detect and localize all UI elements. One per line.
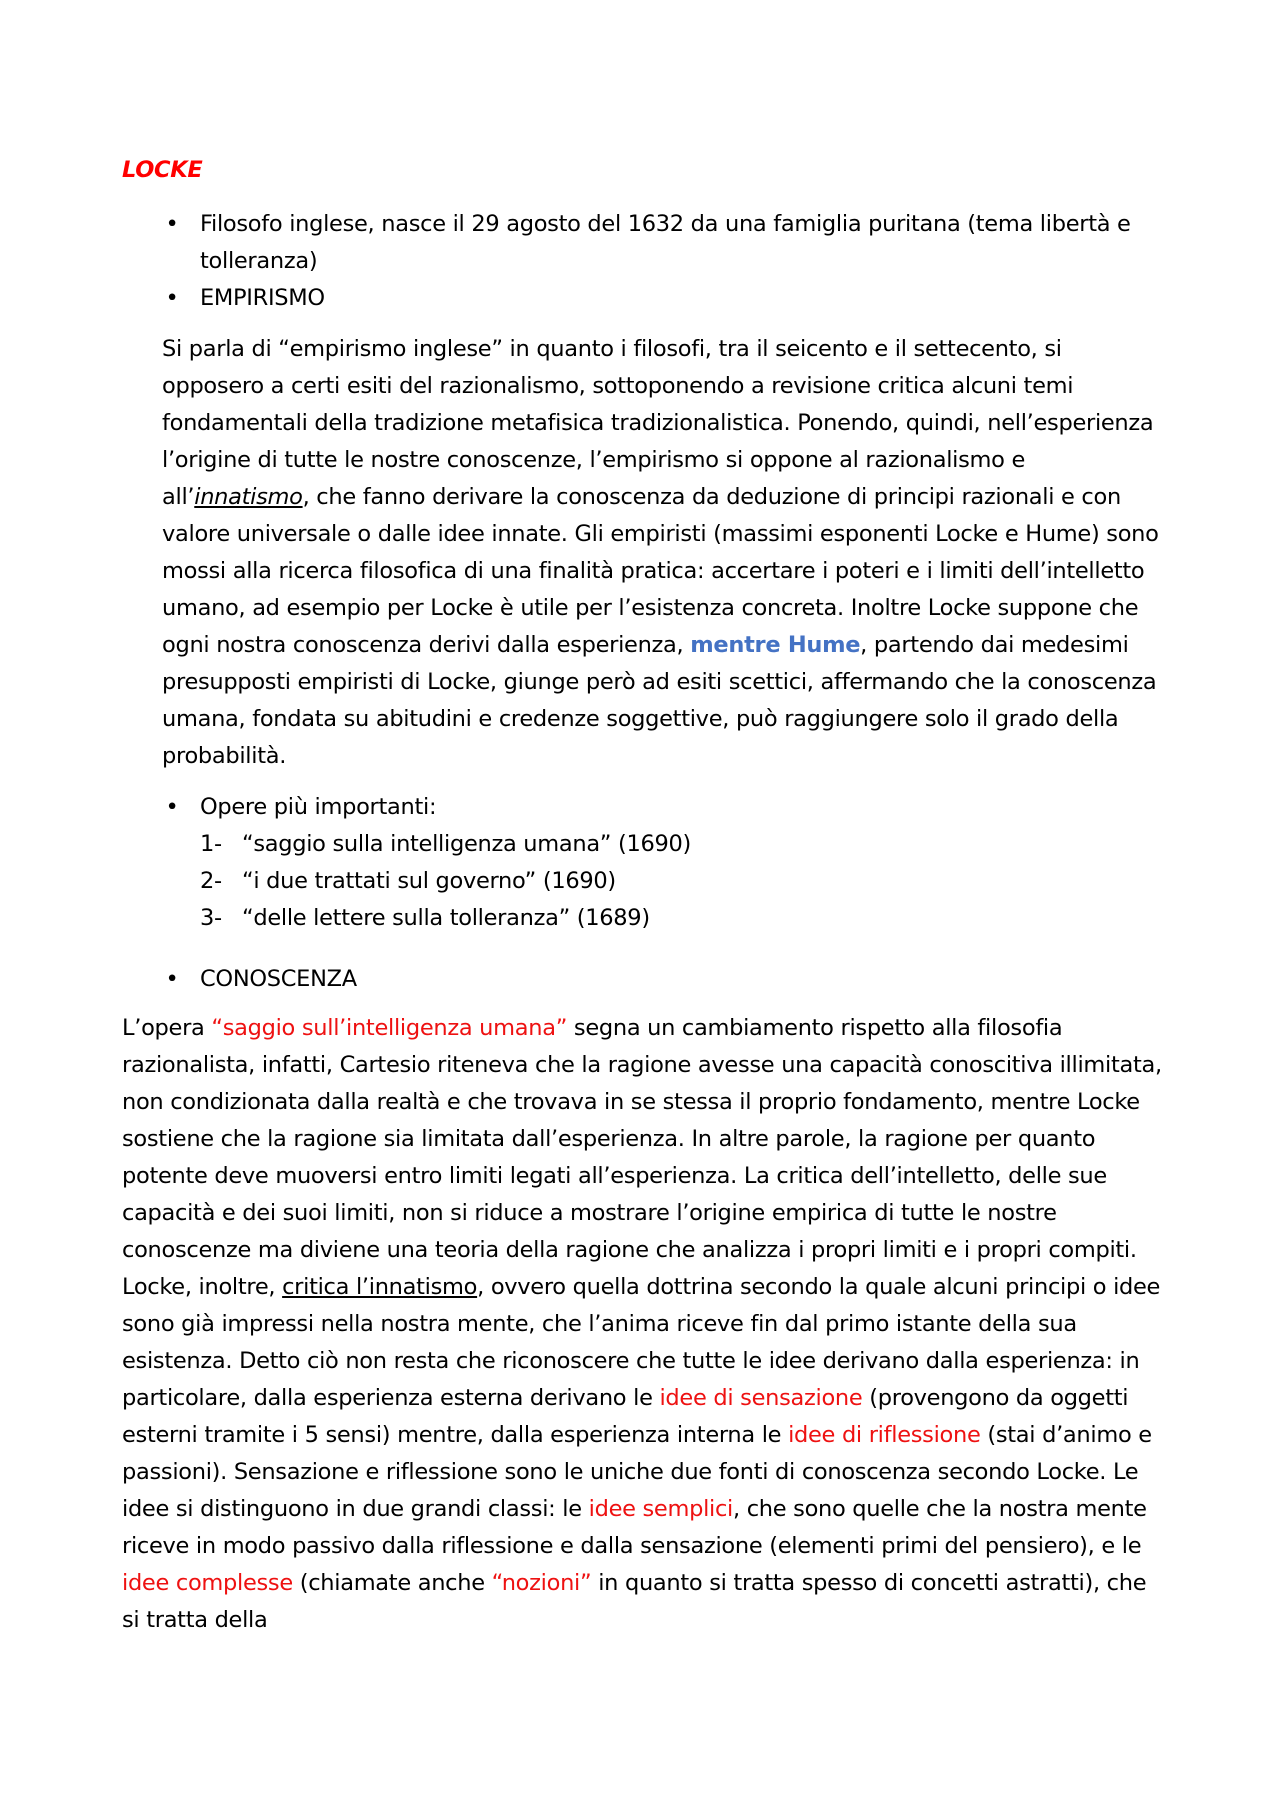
bullet-icon: • <box>165 794 179 820</box>
opere-numbered-list <box>122 826 1167 937</box>
conoscenza-label: CONOSCENZA <box>200 966 357 992</box>
opere-label: Opere più importanti: <box>200 794 437 820</box>
empirismo-text-2: , che fanno derivare la conoscenza da deduzione di principi razionali e con valore universale o dalle idee innate. Gli empiristi (massimi esponenti Locke e Hume) sono mossi alla ricerca filosofica di una finalità pratica: accertare i poteri e i limiti dell’intelletto umano, ad esempio per Locke è utile per l’esistenza concreta. Inoltre Locke suppone che ogni nostra conoscenza derivi dalla esperienza, <box>162 484 1159 658</box>
empirismo-text-1: Si parla di “empirismo inglese” in quanto i filosofi, tra il seicento e il settecento, si opposero a certi esiti del razionalismo, sottoponendo a revisione critica alcuni temi fondamentali della tradizione metafisica tradizionalistica. Ponendo, quindi, nell’esperienza l’origine di tutte le nostre conoscenze, l’empirismo si oppone al razionalismo e all’ <box>162 336 1154 510</box>
idee-semplici-highlight: idee semplici <box>588 1496 734 1522</box>
intro-bullet-list <box>122 206 1167 317</box>
mentre-hume-highlight: mentre Hume <box>690 632 861 658</box>
bullet-icon: • <box>165 285 179 311</box>
opera-title: “delle lettere sulla tolleranza” (1689) <box>242 905 650 931</box>
conoscenza-text: , che sono quelle che la nostra mente riceve in modo passivo dalla riflessione e dalla sensazione (elementi primi del pensiero), e le <box>122 1496 1147 1559</box>
opera-number: 3- <box>200 905 222 931</box>
document-title: LOCKE <box>122 157 203 183</box>
opera-item <box>122 900 1167 937</box>
nozioni-highlight: “nozioni” <box>491 1570 592 1596</box>
opera-item <box>122 826 1167 863</box>
conoscenza-bullet-list <box>122 961 1167 998</box>
bullet-text: Filosofo inglese, nasce il 29 agosto del 1632 da una famiglia puritana (tema libertà e tolleranza) <box>200 211 1131 274</box>
saggio-highlight: “saggio sull’intelligenza umana” <box>211 1015 568 1041</box>
conoscenza-text: L’opera <box>122 1015 212 1041</box>
idee-complesse-highlight: idee complesse <box>122 1570 293 1596</box>
conoscenza-text: segna un cambiamento rispetto alla filosofia razionalista, infatti, Cartesio riteneva che la ragione avesse una capacità conoscitiva illimitata, non condizionata dalla realtà e che trovava in se stessa il proprio fondamento, mentre Locke sostiene che la ragione sia limitata dall’esperienza. In altre parole, la ragione per quanto potente deve muoversi entro limiti legati all’esperienza. La critica dell’intelletto, delle sue capacità e dei suoi limiti, non si riduce a mostrare l’origine empirica di tutte le nostre conoscenze ma diviene una teoria della ragione che analizza i propri limiti e i propri compiti. Locke, inoltre, <box>122 1015 1162 1300</box>
bullet-item <box>122 280 1167 317</box>
opera-title: “saggio sulla intelligenza umana” (1690) <box>242 831 692 857</box>
opera-title: “i due trattati sul governo” (1690) <box>242 868 616 894</box>
conoscenza-text: (chiamate anche <box>292 1570 492 1596</box>
document-body <box>122 150 1167 1639</box>
conoscenza-text: (stai d’animo e passioni). Sensazione e riflessione sono le uniche due fonti di conoscenza secondo Locke. Le idee si distinguono in due grandi classi: le <box>122 1422 1152 1522</box>
conoscenza-text: , ovvero quella dottrina secondo la quale alcuni principi o idee sono già impressi nella nostra mente, che l’anima riceve fin dal primo istante della sua esistenza. Detto ciò non resta che riconoscere che tutte le idee derivano dalla esperienza: in particolare, dalla esperienza esterna derivano le <box>122 1274 1161 1411</box>
bullet-icon: • <box>165 211 179 237</box>
empirismo-text-3: , partendo dai medesimi presupposti empiristi di Locke, giunge però ad esiti scettici, affermando che la conoscenza umana, fondata su abitudini e credenze soggettive, può raggiungere solo il grado della probabilità. <box>162 632 1157 769</box>
opera-item <box>122 863 1167 900</box>
bullet-item <box>122 206 1167 280</box>
idee-sensazione-highlight: idee di sensazione <box>659 1385 863 1411</box>
bullet-icon: • <box>165 966 179 992</box>
opera-number: 2- <box>200 868 222 894</box>
conoscenza-paragraph <box>122 1010 1167 1639</box>
critica-innatismo-term: critica l’innatismo <box>282 1274 478 1300</box>
idee-riflessione-highlight: idee di riflessione <box>788 1422 981 1448</box>
bullet-item <box>122 789 1167 826</box>
empirismo-paragraph <box>162 331 1167 775</box>
opere-bullet-list <box>122 789 1167 826</box>
conoscenza-text: in quanto si tratta spesso di concetti astratti), che si tratta della <box>122 1570 1147 1633</box>
innatismo-term: innatismo <box>194 484 303 510</box>
spacer <box>122 937 1167 961</box>
bullet-text: EMPIRISMO <box>200 285 325 311</box>
opera-number: 1- <box>200 831 222 857</box>
bullet-item <box>122 961 1167 998</box>
conoscenza-text: (provengono da oggetti esterni tramite i 5 sensi) mentre, dalla esperienza interna le <box>122 1385 1129 1448</box>
